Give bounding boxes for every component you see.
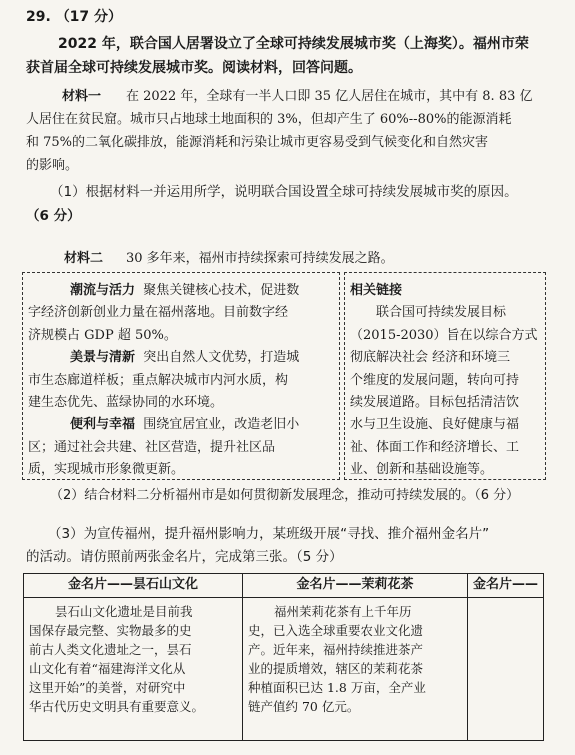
right-box-line: 联合国可持续发展目标 (376, 305, 507, 321)
question-number: 29. （17 分） (26, 9, 123, 25)
left-box-line: 便利与幸福 围绕宜居宜业，改造老旧小 (70, 417, 300, 433)
material2-label: 材料二 (64, 251, 104, 266)
q3-line-1: （3）为宣传福州，提升福州影响力，某班级开展“寻找、推介福州金名片” (48, 526, 490, 542)
card2-line: 福州茉莉花茶有上千年历 (274, 604, 412, 619)
card-header-1: 金名片——昙石山文化 (24, 574, 243, 598)
right-box-line: （2015-2030）旨在以综合方式 (350, 327, 538, 343)
left-box-line: 美景与清新 突出自然人文优势，打造城 (70, 350, 300, 366)
material1-line-1: 在 2022 年，全球有一半人口即 35 亿人居住在城市，其中有 8. 83 亿 (126, 89, 533, 104)
card2-line: 史，已入选全球重要农业文化遗 (248, 623, 424, 638)
left-box-content (28, 280, 336, 482)
left-box-line: 市生态廊道样板；重点解决城市内河水质，构 (28, 372, 289, 388)
right-box-line: 个维度的发展问题，转向可持 (350, 372, 520, 388)
card1-line: 前古人类文化遗址之一，昙石 (29, 642, 192, 657)
question-points: （17 分） (55, 9, 123, 25)
card2-line: 链产值约 70 亿元。 (248, 699, 360, 714)
left-box-line: 字经济创新创业力量在福州落地。目前数字经 (28, 305, 289, 321)
left-box-line: 潮流与活力 聚焦关键核心技术，促进数 (70, 283, 300, 298)
material1-line-3: 和 75%的二氧化碳排放，能源消耗和污染让城市更容易受到气候变化和自然灾害 (26, 135, 489, 150)
left-box-line: 质，实现城市形象微更新。 (28, 462, 185, 478)
card2-line: 业的提质增效，辖区的茉莉花茶 (248, 661, 424, 676)
card1-line: 这里开始”的美誉，对研究中 (29, 680, 186, 695)
card1-line: 山文化有着“福建海洋文化从 (29, 661, 186, 676)
q3-line-2: 的活动。请仿照前两张金名片，完成第三张。（5 分） (26, 549, 343, 565)
material1-line-2: 人居住在贫民窟。城市只占地球土地面积的 3%，但却产生了 60%--80%的能源消耗 (26, 112, 512, 127)
card1-line: 国保存最完整、实物最多的史 (29, 623, 192, 638)
left-box-line: 济规模占 GDP 超 50%。 (28, 327, 177, 343)
card-body-3-answer-area[interactable] (468, 598, 544, 741)
card1-line: 华古代历史文明具有重要意义。 (29, 699, 205, 714)
q2-text: （2）结合材料二分析福州市是如何贯彻新发展理念，推动可持续发展的。（6 分） (50, 488, 520, 503)
card-header-2: 金名片——茉莉花茶 (243, 574, 468, 598)
right-box-line: 续发展道路。目标包括清洁饮 (350, 395, 520, 411)
material2-text: 30 多年来，福州市持续探索可持续发展之路。 (126, 251, 394, 266)
intro-line-1: 2022 年，联合国人居署设立了全球可持续发展城市奖（上海奖）。福州市荣 (58, 36, 529, 52)
material1-label: 材料一 (62, 89, 102, 104)
card2-line: 产。近年来，福州持续推进茶产 (248, 642, 424, 657)
right-box-line: 祉、体面工作和经济增长、工 (350, 439, 520, 455)
right-box-line: 水与卫生设施、良好健康与福 (350, 417, 520, 433)
right-box-line: 业、创新和基础设施等。 (350, 462, 494, 478)
related-link-title: 相关链接 (350, 283, 403, 298)
card-body-2 (243, 598, 468, 741)
card1-line: 昙石山文化遗址是目前我 (55, 604, 193, 619)
material1-line-4: 的影响。 (26, 158, 79, 173)
card-body-1 (24, 598, 243, 741)
intro-line-2: 获首届全球可持续发展城市奖。阅读材料，回答问题。 (26, 60, 362, 76)
q1-line-2: （6 分） (26, 208, 81, 224)
right-box-line: 彻底解决社会 经济和环境三 (350, 350, 511, 366)
card-header-3: 金名片—— (468, 574, 544, 598)
card2-line: 种植面积已达 1.8 万亩，全产业 (248, 680, 426, 695)
right-box-content (350, 280, 542, 482)
left-box-line: 建生态优先、蓝绿协同的水环境。 (28, 395, 224, 411)
q1-line-1: （1）根据材料一并运用所学，说明联合国设置全球可持续发展城市奖的原因。 (50, 184, 518, 200)
left-box-line: 区；通过社会共建、社区营造，提升社区品 (28, 439, 276, 455)
cards-table (23, 573, 544, 741)
